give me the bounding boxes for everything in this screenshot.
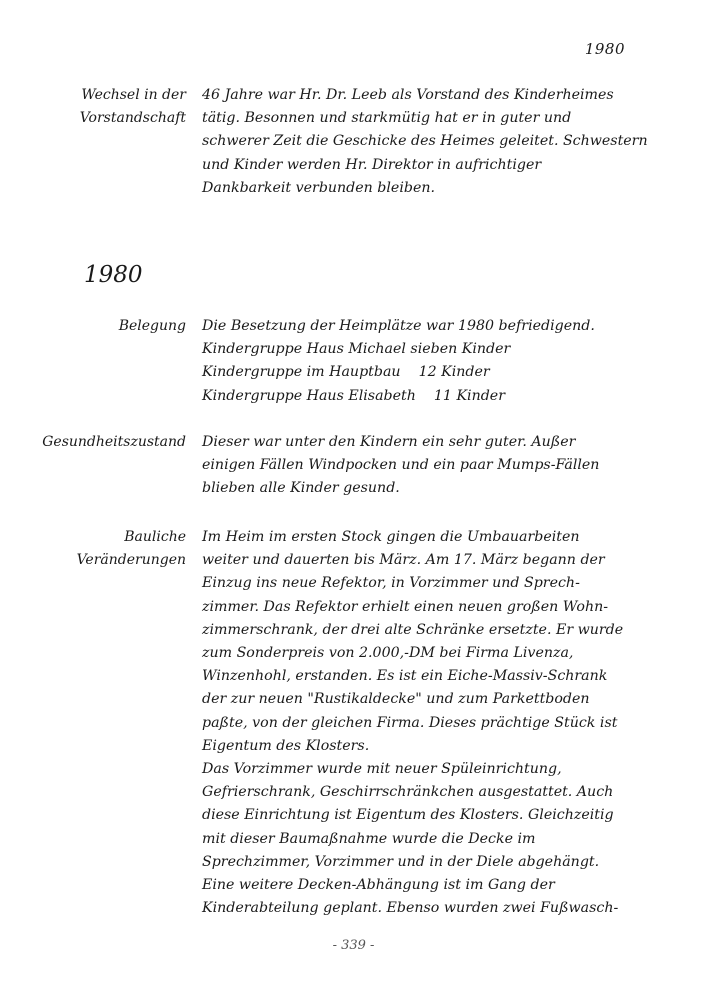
label-line: Veränderungen [76, 552, 186, 568]
body-line: Kindergruppe Haus Elisabeth 11 Kinder [202, 387, 505, 404]
body-line: zimmer. Das Refektor erhielt einen neuen großen Wohn- [202, 598, 609, 615]
body-line: diese Einrichtung ist Eigentum des Klosters. Gleichzeitig [202, 807, 614, 824]
body-line: einigen Fällen Windpocken und ein paar Mumps-Fällen [202, 457, 600, 474]
entry-vorstand-label [0, 84, 186, 130]
body-line: Einzug ins neue Refektor, in Vorzimmer und Sprech- [202, 575, 580, 592]
label-line: Vorstandschaft [79, 110, 186, 126]
body-line: Kindergruppe Haus Michael sieben Kinder [202, 341, 511, 358]
body-line: Im Heim im ersten Stock gingen die Umbauarbeiten [202, 529, 580, 545]
body-line: Dankbarkeit verbunden bleiben. [202, 179, 435, 196]
entry-bauliche-body [202, 526, 642, 920]
body-line: blieben alle Kinder gesund. [202, 480, 400, 497]
body-line: mit dieser Baumaßnahme wurde die Decke im [202, 830, 536, 847]
label-line: Wechsel in der [81, 87, 186, 103]
body-line: Dieser war unter den Kindern ein sehr guter. Außer [202, 434, 576, 450]
body-line: und Kinder werden Hr. Direktor in aufrichtiger [202, 156, 542, 173]
label-line: Gesundheitszustand [42, 434, 186, 450]
body-line: zum Sonderpreis von 2.000,-DM bei Firma Livenza, [202, 645, 574, 662]
entry-vorstand-body [202, 84, 648, 200]
page-number: - 339 - [332, 938, 375, 953]
entry-bauliche-label [0, 526, 186, 572]
entry-belegung-body [202, 315, 642, 408]
body-line: 46 Jahre war Hr. Dr. Leeb als Vorstand des Kinderheimes [202, 87, 614, 103]
body-line: Das Vorzimmer wurde mit neuer Spüleinrichtung, [202, 761, 562, 778]
body-line: tätig. Besonnen und starkmütig hat er in guter und [202, 110, 572, 127]
body-line: Winzenhohl, erstanden. Es ist ein Eiche-Massiv-Schrank [202, 668, 608, 685]
header-year: 1980 [584, 40, 625, 58]
entry-gesundheit-body [202, 431, 642, 501]
label-line: Bauliche [124, 529, 186, 545]
body-line: der zur neuen "Rustikaldecke" und zum Parkettboden [202, 691, 590, 708]
body-line: paßte, von der gleichen Firma. Dieses prächtige Stück ist [202, 714, 618, 731]
body-line: Kindergruppe im Hauptbau 12 Kinder [202, 364, 490, 381]
body-line: Kinderabteilung geplant. Ebenso wurden zwei Fußwasch- [202, 900, 619, 917]
section-year-heading: 1980 [84, 262, 143, 288]
body-line: zimmerschrank, der drei alte Schränke ersetzte. Er wurde [202, 621, 624, 638]
body-line: Gefrierschrank, Geschirrschränkchen ausgestattet. Auch [202, 784, 614, 801]
label-line: Belegung [118, 318, 186, 334]
body-line: Sprechzimmer, Vorzimmer und in der Diele abgehängt. [202, 853, 600, 870]
body-line: Eigentum des Klosters. [202, 737, 370, 754]
body-line: Die Besetzung der Heimplätze war 1980 befriedigend. [202, 318, 595, 334]
body-line: schwerer Zeit die Geschicke des Heimes geleitet. Schwestern [202, 133, 648, 150]
entry-gesundheit-label [0, 431, 186, 454]
entry-belegung-label [0, 315, 186, 338]
body-line: weiter und dauerten bis März. Am 17. März begann der [202, 552, 605, 569]
body-line: Eine weitere Decken-Abhängung ist im Gang der [202, 877, 555, 894]
